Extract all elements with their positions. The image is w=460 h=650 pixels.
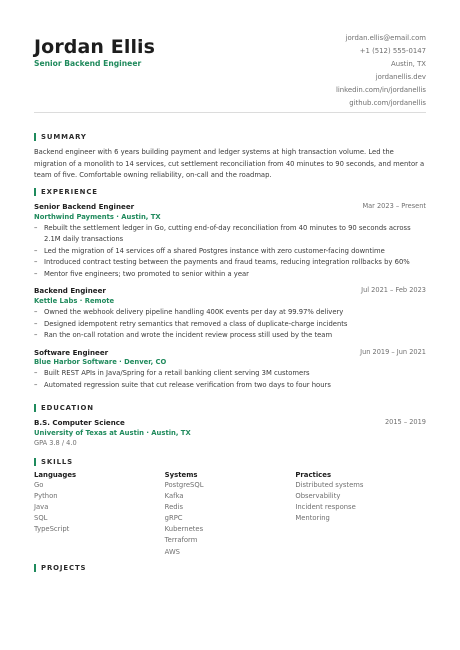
job-bullet: – Introduced contract testing between the payments and fraud teams, reducing integration rollbacks by 60% xyxy=(34,257,426,269)
section-accent-bar xyxy=(34,564,36,572)
skills-heading xyxy=(34,457,426,467)
skill-item: Mentoring xyxy=(295,514,330,523)
projects-section xyxy=(34,563,426,573)
skill-item: Kafka xyxy=(164,492,184,501)
skill-item: Java xyxy=(34,503,49,512)
gpa: GPA 3.8 / 4.0 xyxy=(34,438,77,447)
job-entry xyxy=(34,348,426,392)
skill-item: gRPC xyxy=(164,514,183,523)
job-bullets xyxy=(34,223,426,281)
candidate-name: Jordan Ellis xyxy=(34,36,156,58)
job-bullet: – Designed idempotent retry semantics that removed a class of duplicate-charge incidents xyxy=(34,319,426,331)
job-company: Northwind Payments · Austin, TX xyxy=(34,212,161,221)
skill-item: Go xyxy=(34,481,44,489)
skill-heading: Languages xyxy=(34,471,77,479)
skills-grid xyxy=(34,471,426,558)
summary-title: SUMMARY xyxy=(41,133,87,141)
job-bullet: – Owned the webhook delivery pipeline handling 400K events per day at 99.97% delivery xyxy=(34,307,426,319)
skill-item: Redis xyxy=(164,503,184,512)
section-accent-bar xyxy=(34,404,36,412)
job-dates: Jul 2021 – Feb 2023 xyxy=(361,286,426,295)
job-entry xyxy=(34,202,426,280)
job-bullet: – Built REST APIs in Java/Spring for a retail banking client serving 3M customers xyxy=(34,368,426,380)
skill-item: Terraform xyxy=(164,536,198,545)
job-bullet: – Rebuilt the settlement ledger in Go, cutting end-of-day reconciliation from 40 minutes to 90 seconds across 2.1M daily transactions xyxy=(34,223,426,246)
contact-website[interactable]: jordanellis.dev xyxy=(375,73,426,82)
skill-item: SQL xyxy=(34,514,48,523)
skills-title: SKILLS xyxy=(41,458,74,466)
skill-item: Incident response xyxy=(295,503,356,512)
job-bullet: – Led the migration of 14 services off a shared Postgres instance with zero customer-facing downtime xyxy=(34,246,426,258)
job-bullet: – Automated regression suite that cut release verification from two days to four hours xyxy=(34,380,426,392)
experience-heading xyxy=(34,187,426,197)
skill-column-practices xyxy=(295,471,426,558)
skill-item: Observability xyxy=(295,492,341,501)
job-bullets xyxy=(34,307,426,342)
section-accent-bar xyxy=(34,188,36,196)
education-title: EDUCATION xyxy=(41,404,94,412)
summary-section xyxy=(34,132,426,182)
skill-heading: Systems xyxy=(164,471,198,479)
school: University of Texas at Austin · Austin, TX xyxy=(34,428,191,437)
header-divider xyxy=(34,112,426,113)
skill-column-systems xyxy=(165,471,296,558)
skill-item: TypeScript xyxy=(34,525,70,534)
job-bullets xyxy=(34,368,426,391)
job-dates: Jun 2019 – Jun 2021 xyxy=(360,347,426,356)
skill-heading: Practices xyxy=(295,471,332,479)
job-bullet: – Mentor five engineers; two promoted to senior within a year xyxy=(34,269,426,281)
education-dates: 2015 – 2019 xyxy=(384,418,426,426)
job-company: Kettle Labs · Remote xyxy=(34,296,115,305)
contact-linkedin[interactable]: linkedin.com/in/jordanellis xyxy=(335,86,426,95)
skill-item: AWS xyxy=(164,547,180,556)
summary-heading xyxy=(34,132,426,142)
contact-location: Austin, TX xyxy=(391,60,426,69)
education-entry xyxy=(34,418,426,447)
contact-phone: +1 (512) 555-0147 xyxy=(359,47,426,56)
skill-item: Distributed systems xyxy=(295,481,364,489)
job-bullet: – Ran the on-call rotation and wrote the incident review process still used by the team xyxy=(34,330,426,342)
job-title: Backend Engineer xyxy=(34,286,106,296)
skill-item: Kubernetes xyxy=(164,525,204,534)
skills-section xyxy=(34,457,426,558)
section-accent-bar xyxy=(34,458,36,466)
experience-section xyxy=(34,187,426,391)
education-section xyxy=(34,403,426,447)
skill-item: PostgreSQL xyxy=(164,481,204,489)
experience-title: EXPERIENCE xyxy=(41,188,98,196)
contact-github[interactable]: github.com/jordanellis xyxy=(349,99,426,108)
resume-header xyxy=(34,32,426,118)
education-heading xyxy=(34,403,426,413)
job-company: Blue Harbor Software · Denver, CO xyxy=(34,358,167,367)
job-title: Software Engineer xyxy=(34,347,109,357)
job-dates: Mar 2023 – Present xyxy=(362,202,426,210)
candidate-role: Senior Backend Engineer xyxy=(34,59,142,68)
degree: B.S. Computer Science xyxy=(34,418,125,427)
section-accent-bar xyxy=(34,133,36,141)
contact-email[interactable]: jordan.ellis@email.com xyxy=(345,34,426,42)
skill-column-languages xyxy=(34,471,165,558)
job-entry xyxy=(34,286,426,341)
projects-title: PROJECTS xyxy=(41,564,87,572)
projects-heading xyxy=(34,563,426,573)
contact-block xyxy=(336,32,426,111)
summary-text: Backend engineer with 6 years building payment and ledger systems at high transaction volume. Led the migration of a monolith to 14 services, cut settlement reconciliation from 40 minutes to 90 seconds, and mentor a team of five. Comfortable owning reliability, on-call and the roadmap. xyxy=(34,148,425,180)
skill-item: Python xyxy=(34,492,58,501)
job-title: Senior Backend Engineer xyxy=(34,202,135,211)
